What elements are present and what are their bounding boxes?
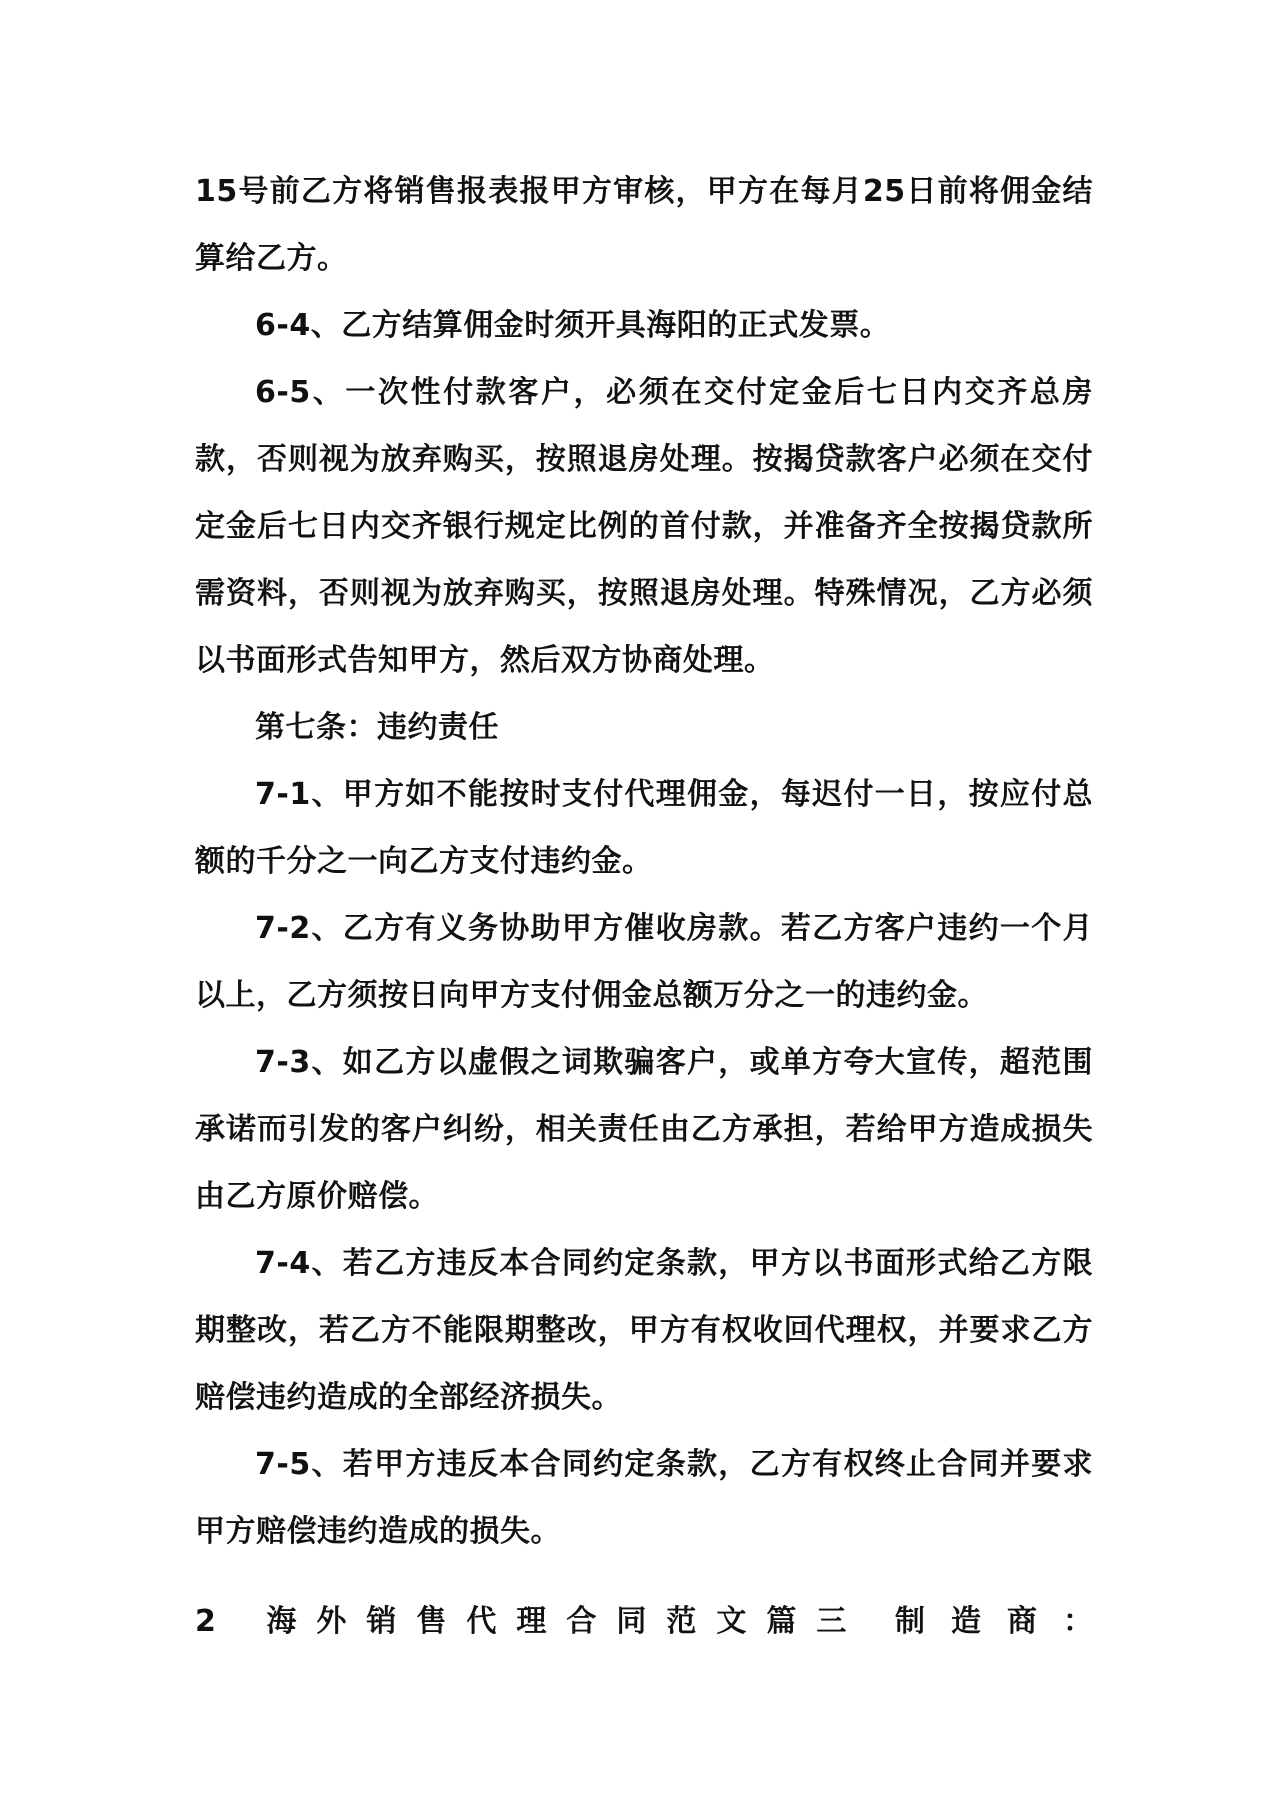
paragraph-6-4: 6-4、乙方结算佣金时须开具海阳的正式发票。: [255, 308, 891, 343]
manufacturer-label: 制造商：: [895, 1604, 1119, 1639]
paragraph-7-2: 7-2、乙方有义务协助甲方催收房款。若乙方客户违约一个月以上，乙方须按日向甲方支付佣金总额万分之一的违约金。: [195, 911, 1093, 1013]
paragraph-7-1: 7-1、甲方如不能按时支付代理佣金，每迟付一日，按应付总额的千分之一向乙方支付违约金。: [195, 777, 1093, 879]
paragraph-6-5: 6-5、一次性付款客户，必须在交付定金后七日内交齐总房款，否则视为放弃购买，按照退房处理。按揭贷款客户必须在交付定金后七日内交齐银行规定比例的首付款，并准备齐全按揭贷款所需资料，否则视为放弃购买，按照退房处理。特殊情况，乙方必须以书面形式告知甲方，然后双方协商处理。: [195, 375, 1093, 678]
paragraph-7-5: 7-5、若甲方违反本合同约定条款，乙方有权终止合同并要求甲方赔偿违约造成的损失。: [195, 1447, 1093, 1549]
section-heading-article-7: 第七条：违约责任: [255, 710, 499, 745]
document-body: [195, 158, 1093, 1565]
section-title: 2 海外销售代理合同范文篇三: [195, 1604, 867, 1639]
paragraph-commission-settlement: 15号前乙方将销售报表报甲方审核，甲方在每月25日前将佣金结算给乙方。: [195, 174, 1093, 276]
paragraph-7-4: 7-4、若乙方违反本合同约定条款，甲方以书面形式给乙方限期整改，若乙方不能限期整改，甲方有权收回代理权，并要求乙方赔偿违约造成的全部经济损失。: [195, 1246, 1093, 1415]
paragraph-7-3: 7-3、如乙方以虚假之词欺骗客户，或单方夸大宣传，超范围承诺而引发的客户纠纷，相关责任由乙方承担，若给甲方造成损失由乙方原价赔偿。: [195, 1045, 1093, 1214]
section-title-line: [195, 1588, 1119, 1655]
